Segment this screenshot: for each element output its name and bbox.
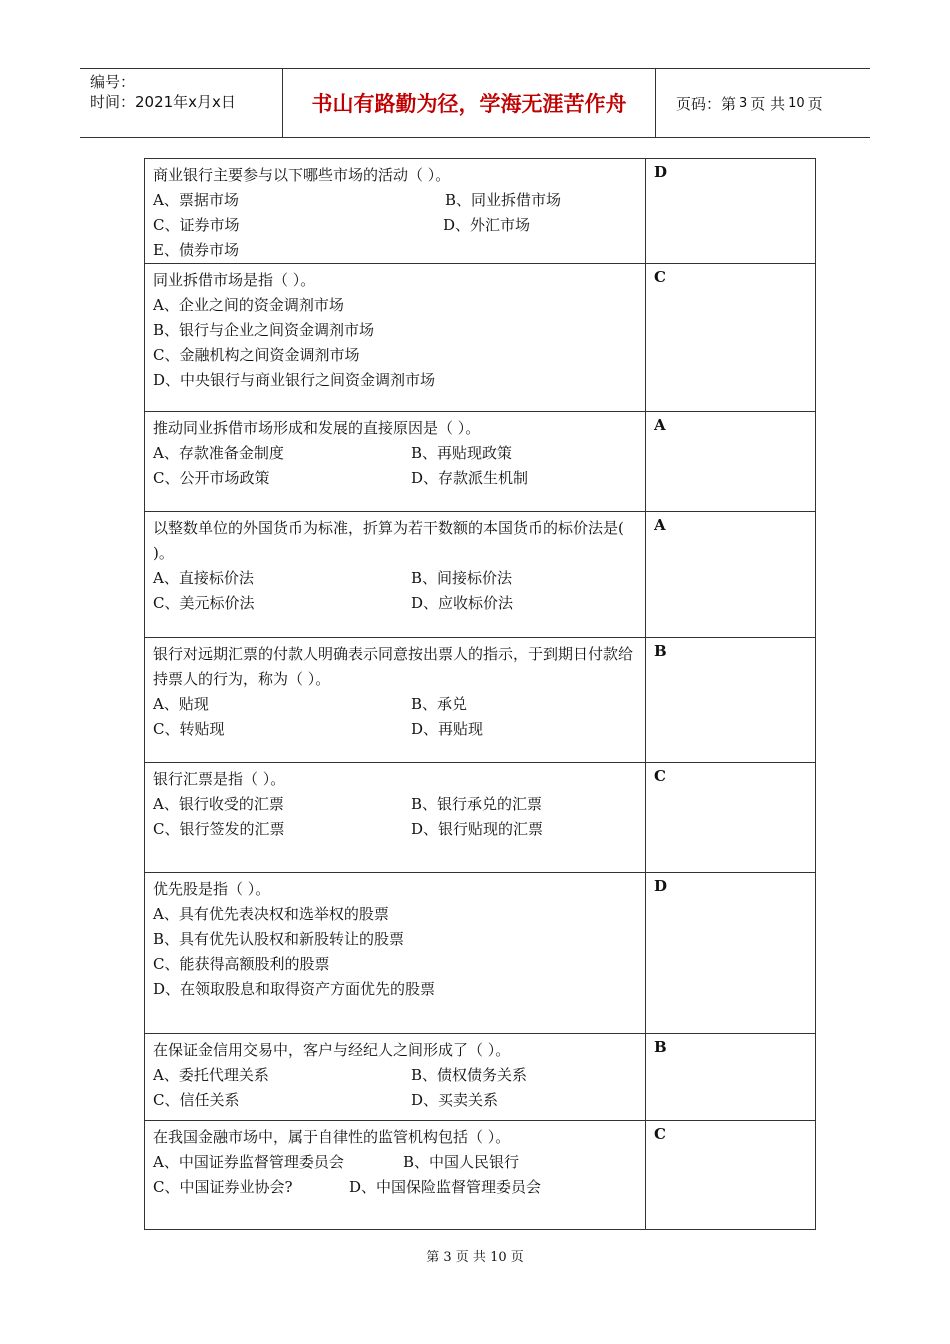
option-c: C、信任关系 [153, 1091, 240, 1109]
question-row [145, 264, 816, 412]
question-cell [145, 763, 646, 873]
header-motto: 书山有路勤为径，学海无涯苦作舟 [282, 69, 656, 137]
option-d: D、在领取股息和取得资产方面优先的股票 [153, 980, 436, 998]
question-row [145, 412, 816, 512]
option-c: C、金融机构之间资金调剂市场 [153, 346, 360, 364]
option-d: D、中国保险监督管理委员会 [349, 1178, 542, 1196]
option-c: C、证券市场 [153, 216, 240, 234]
question-table [144, 158, 816, 1230]
option-d: D、应收标价法 [411, 594, 514, 612]
question-cell [145, 412, 646, 512]
answer-cell: C [646, 763, 816, 873]
question-cell [145, 512, 646, 638]
option-b: B、债权债务关系 [411, 1066, 528, 1084]
option-a: A、中国证券监督管理委员会 [153, 1153, 344, 1171]
answer-cell: C [646, 1121, 816, 1230]
question-stem: 在我国金融市场中，属于自律性的监管机构包括（ ）。 [153, 1128, 511, 1146]
option-d: D、银行贴现的汇票 [411, 820, 544, 838]
question-cell [145, 159, 646, 264]
number-label: 编号： [90, 73, 136, 91]
option-d: D、买卖关系 [411, 1091, 499, 1109]
answer-cell: A [646, 412, 816, 512]
option-d: D、中央银行与商业银行之间资金调剂市场 [153, 371, 436, 389]
question-stem: 以整数单位的外国货币为标准，折算为若干数额的本国货币的标价法是( )。 [153, 519, 624, 562]
option-b: B、具有优先认股权和新股转让的股票 [153, 930, 405, 948]
option-c: C、转贴现 [153, 720, 225, 738]
page-mid: 页 共 [750, 94, 786, 113]
question-stem: 银行汇票是指（ ）。 [153, 770, 286, 788]
answer-cell: D [646, 159, 816, 264]
question-stem: 优先股是指（ ）。 [153, 880, 271, 898]
answer-cell: C [646, 264, 816, 412]
option-c: C、公开市场政策 [153, 469, 270, 487]
option-d: D、再贴现 [411, 720, 484, 738]
question-stem: 银行对远期汇票的付款人明确表示同意按出票人的指示，于到期日付款给持票人的行为，称为（ ）。 [153, 645, 634, 688]
question-stem: 同业拆借市场是指（ ）。 [153, 271, 316, 289]
question-row [145, 159, 816, 264]
option-a: A、委托代理关系 [153, 1066, 269, 1084]
option-c: C、银行签发的汇票 [153, 820, 285, 838]
option-e: E、债券市场 [153, 241, 239, 259]
question-stem: 商业银行主要参与以下哪些市场的活动（ ）。 [153, 166, 451, 184]
option-b: B、中国人民银行 [403, 1153, 520, 1171]
question-row [145, 512, 816, 638]
page-footer [0, 1246, 950, 1265]
question-row [145, 638, 816, 763]
option-a: A、票据市场 [153, 191, 239, 209]
page-prefix: 页码：第 [676, 94, 737, 113]
page-header [80, 68, 870, 138]
question-cell [145, 873, 646, 1034]
footer-mid: 页 共 [455, 1250, 486, 1265]
option-b: B、同业拆借市场 [445, 191, 562, 209]
question-row [145, 763, 816, 873]
footer-page-total: 10 [490, 1250, 507, 1265]
question-stem: 推动同业拆借市场形成和发展的直接原因是（ ）。 [153, 419, 481, 437]
option-c: C、能获得高额股利的股票 [153, 955, 330, 973]
option-a: A、贴现 [153, 695, 209, 713]
question-cell [145, 638, 646, 763]
header-page-info [664, 69, 870, 137]
answer-cell: B [646, 1034, 816, 1121]
option-a: A、银行收受的汇票 [153, 795, 284, 813]
option-a: A、直接标价法 [153, 569, 254, 587]
question-stem: 在保证金信用交易中，客户与经纪人之间形成了（ ）。 [153, 1041, 511, 1059]
answer-cell: B [646, 638, 816, 763]
page-total: 10 [788, 95, 805, 111]
footer-prefix: 第 [426, 1250, 440, 1265]
option-c: C、美元标价法 [153, 594, 255, 612]
option-b: B、承兑 [411, 695, 468, 713]
question-row [145, 873, 816, 1034]
option-b: B、再贴现政策 [411, 444, 513, 462]
question-cell [145, 264, 646, 412]
page-number: 3 [739, 95, 748, 111]
time-label: 时间：2021年x月x日 [90, 93, 236, 111]
option-d: D、存款派生机制 [411, 469, 529, 487]
option-b: B、银行承兑的汇票 [411, 795, 543, 813]
footer-suffix: 页 [510, 1250, 524, 1265]
question-row [145, 1121, 816, 1230]
question-cell [145, 1121, 646, 1230]
question-cell [145, 1034, 646, 1121]
option-b: B、间接标价法 [411, 569, 513, 587]
option-a: A、企业之间的资金调剂市场 [153, 296, 344, 314]
answer-cell: A [646, 512, 816, 638]
header-meta [80, 69, 282, 137]
option-a: A、具有优先表决权和选举权的股票 [153, 905, 389, 923]
option-c: C、中国证券业协会? [153, 1178, 293, 1196]
answer-cell: D [646, 873, 816, 1034]
option-b: B、银行与企业之间资金调剂市场 [153, 321, 375, 339]
option-a: A、存款准备金制度 [153, 444, 284, 462]
question-row [145, 1034, 816, 1121]
page-suffix: 页 [807, 94, 823, 113]
option-d: D、外汇市场 [443, 216, 531, 234]
footer-page-number: 3 [443, 1250, 452, 1265]
